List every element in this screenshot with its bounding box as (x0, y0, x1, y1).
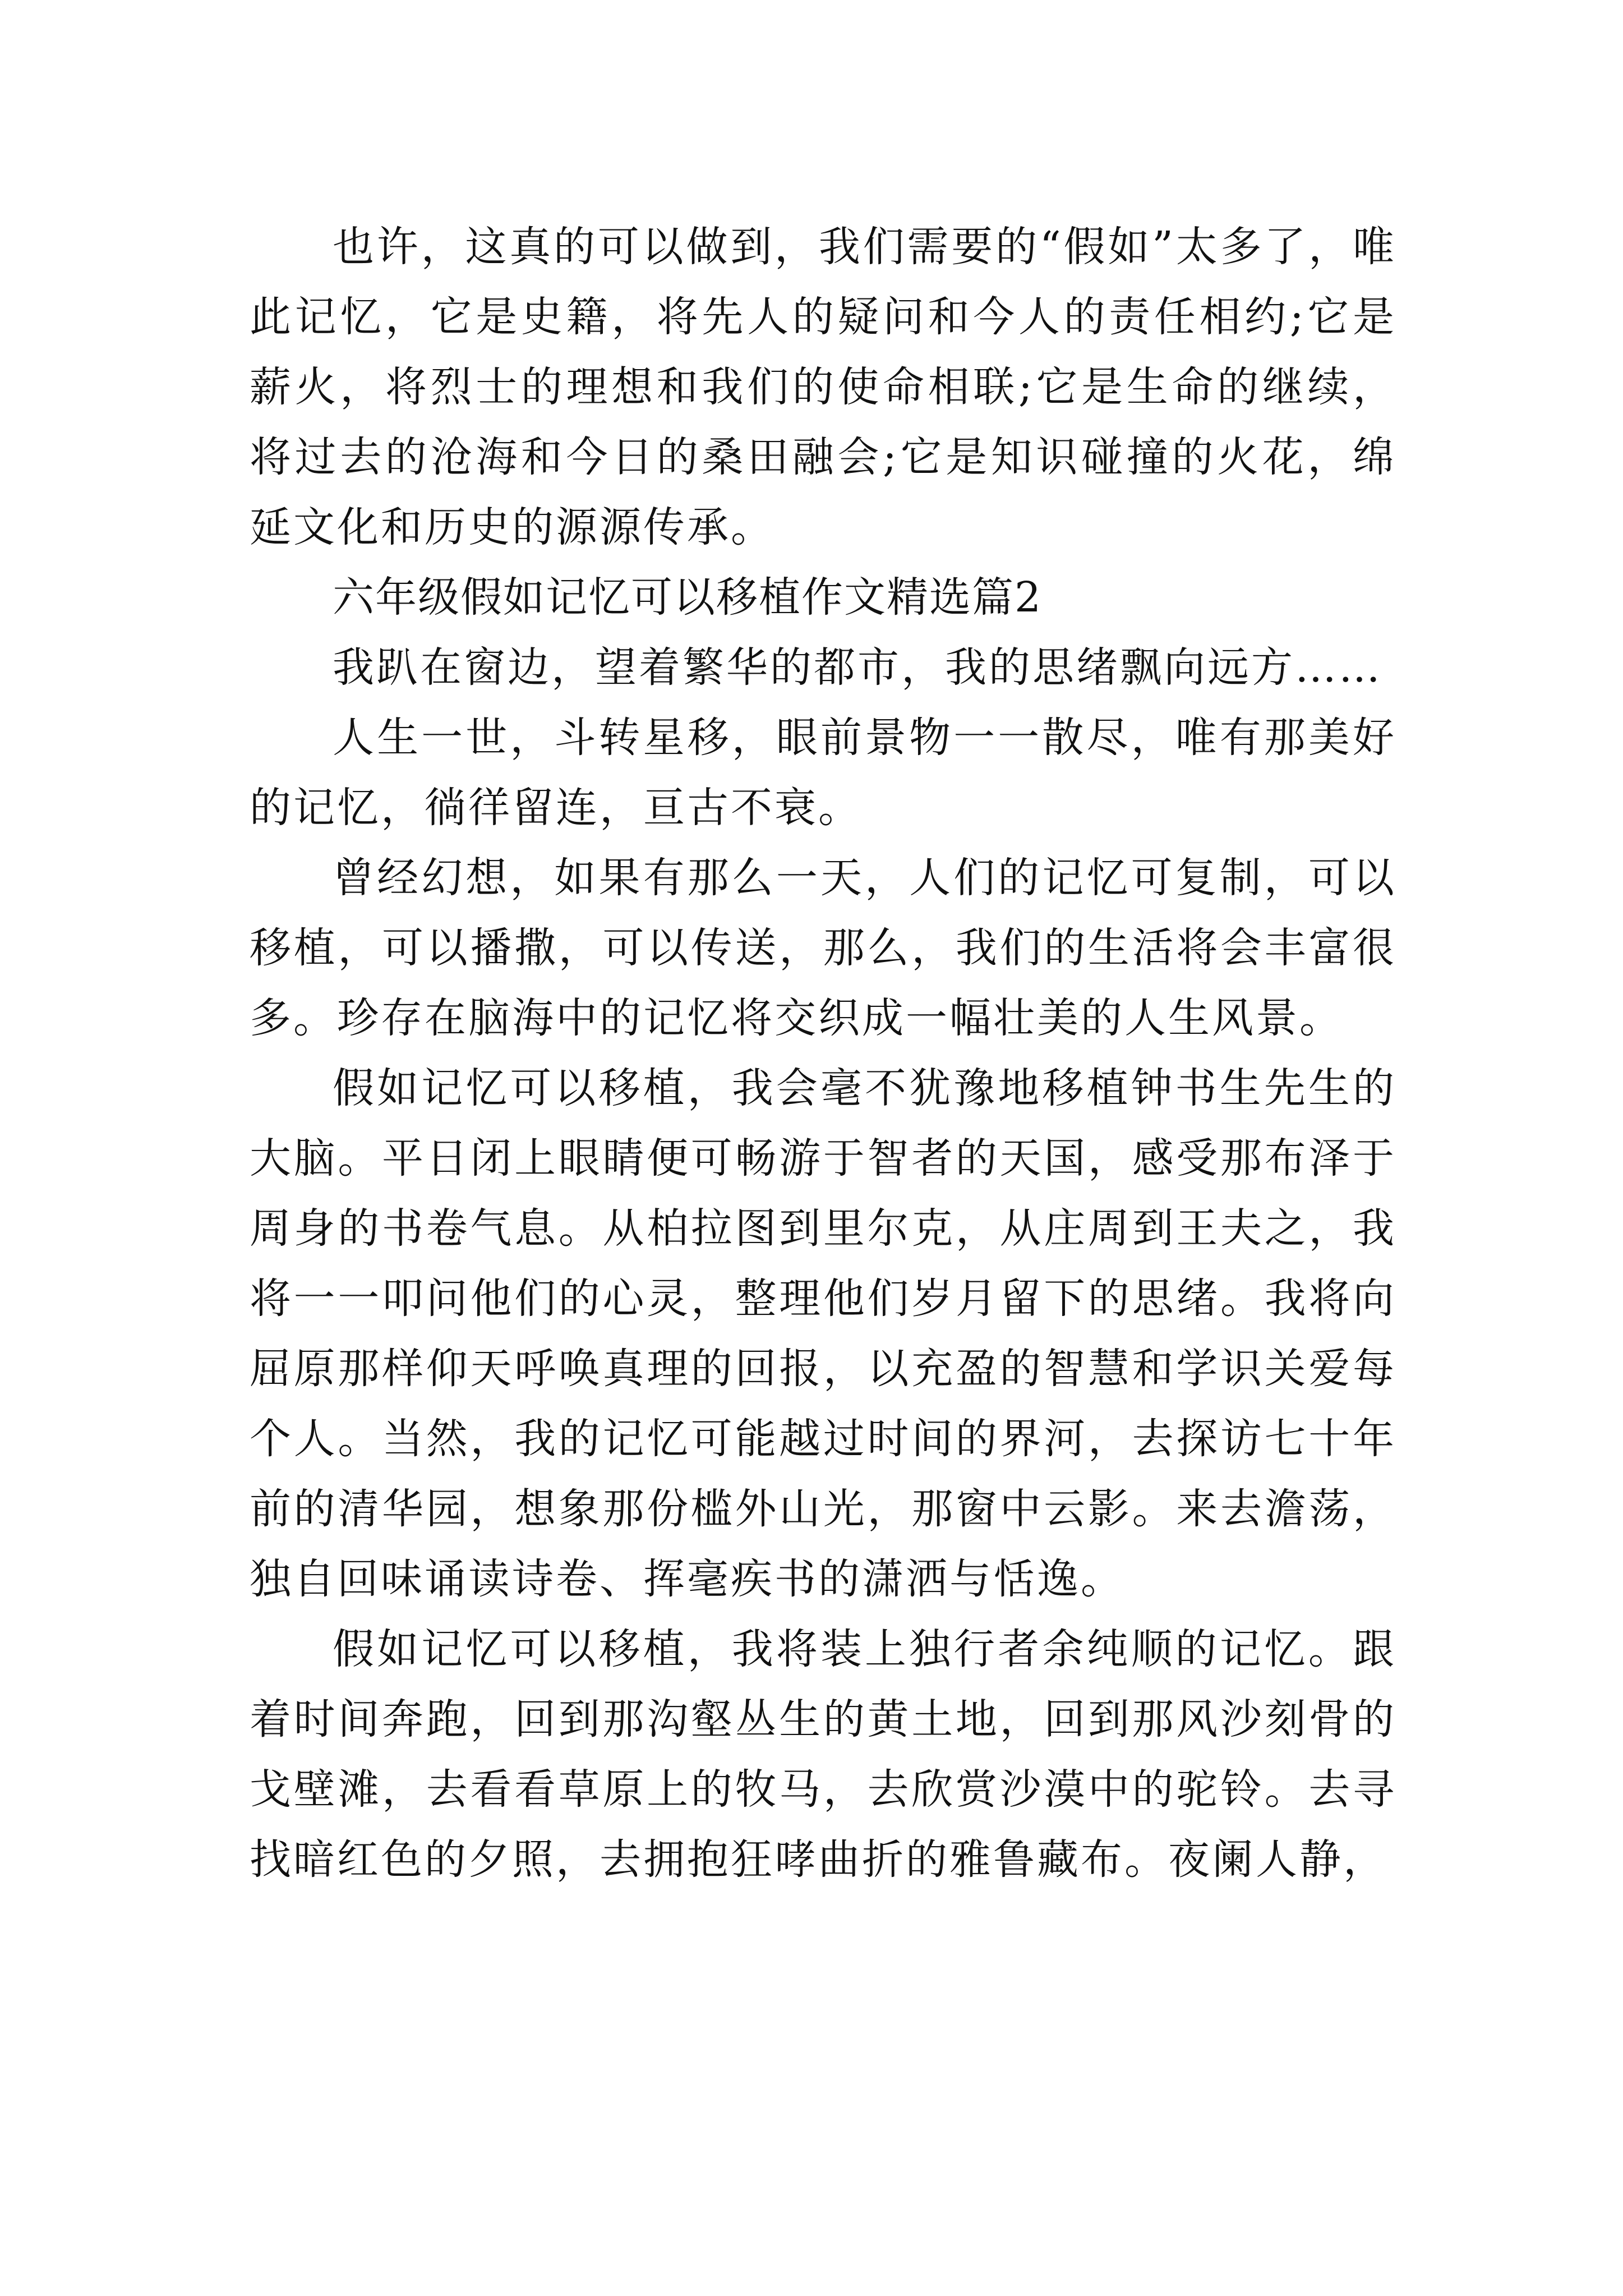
paragraph-memory-conclusion: 也许，这真的可以做到，我们需要的“假如”太多了，唯此记忆，它是史籍，将先人的疑问和今人的责任相约;它是薪火，将烈士的理想和我们的使命相联;它是生命的继续，将过去的沧海和今日的桑田融会;它是知识碰撞的火花，绵延文化和历史的源源传承。 (250, 223, 1396, 551)
document-body (250, 212, 1396, 1895)
paragraph-window: 我趴在窗边，望着繁华的都市，我的思绪飘向远方…… (333, 643, 1382, 692)
paragraph-qian-zhongshu: 假如记忆可以移植，我会毫不犹豫地移植钟书生先生的大脑。平日闭上眼睛便可畅游于智者的天国，感受那布泽于周身的书卷气息。从柏拉图到里尔克，从庄周到王夫之，我将一一叩问他们的心灵，整理他们岁月留下的思绪。我将向屈原那样仰天呼唤真理的回报，以充盈的智慧和学识关爱每个人。当然，我的记忆可能越过时间的界河，去探访七十年前的清华园，想象那份槛外山光，那窗中云影。来去澹荡，独自回味诵读诗卷、挥毫疾书的潇洒与恬逸。 (250, 1064, 1396, 1603)
paragraph-yu-chunshun: 假如记忆可以移植，我将装上独行者余纯顺的记忆。跟着时间奔跑，回到那沟壑丛生的黄土地，回到那风沙刻骨的戈壁滩，去看看草原上的牧马，去欣赏沙漠中的驼铃。去寻找暗红色的夕照，去拥抱狂哮曲折的雅鲁藏布。夜阑人静， (250, 1625, 1396, 1884)
paragraph-imagination: 曾经幻想，如果有那么一天，人们的记忆可复制，可以移植，可以播撒，可以传送，那么，我们的生活将会丰富很多。珍存在脑海中的记忆将交织成一幅壮美的人生风景。 (250, 854, 1396, 1042)
paragraph-life: 人生一世，斗转星移，眼前景物一一散尽，唯有那美好的记忆，徜徉留连，亘古不衰。 (250, 714, 1396, 832)
section-heading: 六年级假如记忆可以移植作文精选篇2 (333, 573, 1043, 622)
